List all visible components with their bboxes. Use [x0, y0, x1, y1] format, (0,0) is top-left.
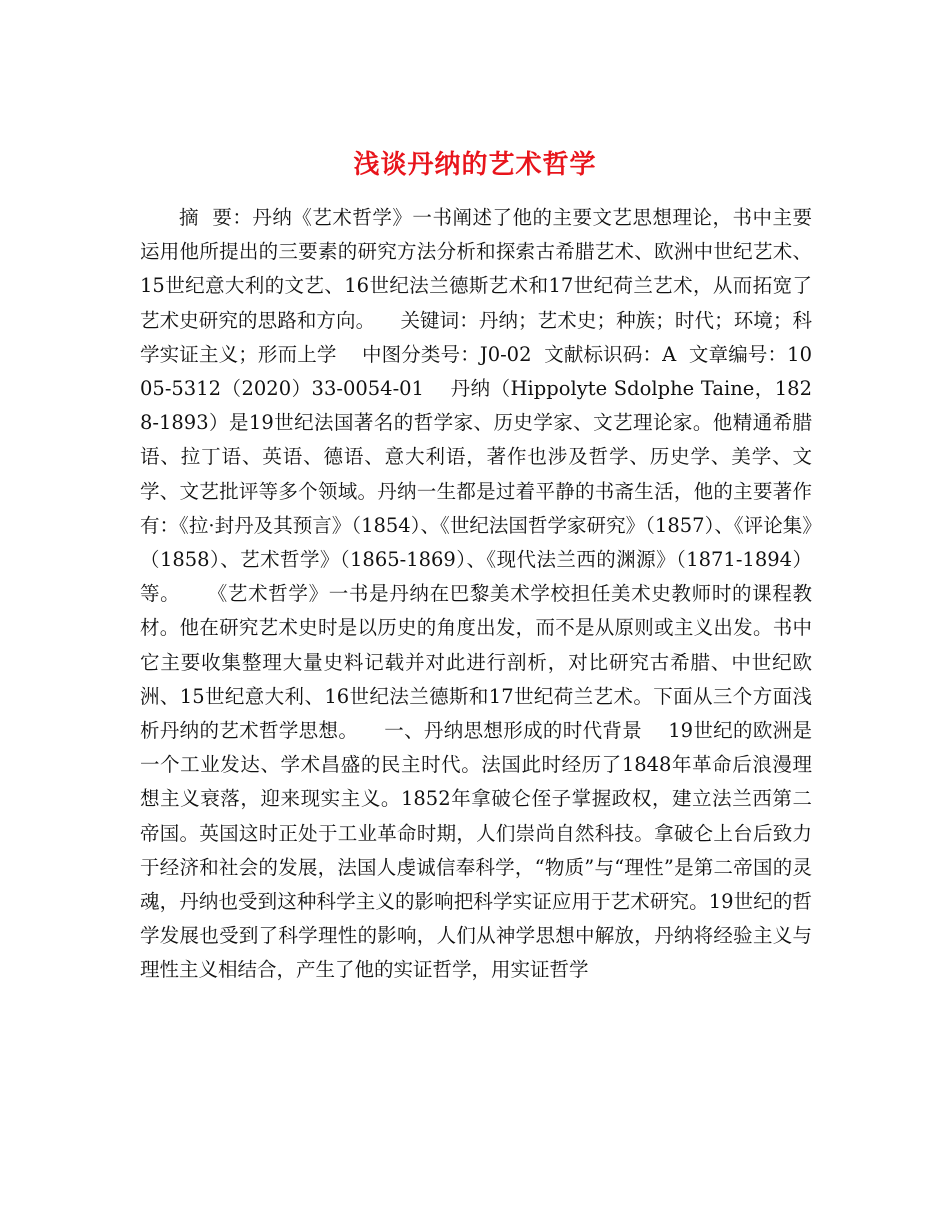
document-title: 浅谈丹纳的艺术哲学 — [353, 150, 597, 181]
document-body-text: 摘 要：丹纳《艺术哲学》一书阐述了他的主要文艺思想理论，书中主要运用他所提出的三要素的研究方法分析和探索古希腊艺术、欧洲中世纪艺术、15世纪意大利的文艺、16世纪法兰德斯艺术和17世纪荷兰艺术，从而拓宽了艺术史研究的思路和方向。 关键词：丹纳；艺术史；种族；时代；环境；科学实证主义；形而上学 中图分类号：J0-02 文献标识码：A 文章编号：1005-5312（2020）33-0054-01 丹纳（Hippolyte Sdolphe Taine，1828-1893）是19世纪法国著名的哲学家、历史学家、文艺理论家。他精通希腊语、拉丁语、英语、德语、意大利语，著作也涉及哲学、历史学、美学、文学、文艺批评等多个领域。丹纳一生都是过着平静的书斋生活，他的主要著作有：《拉·封丹及其预言》（1854）、《世纪法国哲学家研究》（1857）、《评论集》（1858）、艺术哲学》（1865-1869）、《现代法兰西的渊源》（1871-1894）等。 《艺术哲学》一书是丹纳在巴黎美术学校担任美术史教师时的课程教材。他在研究艺术史时是以历史的角度出发，而不是从原则或主义出发。书中它主要收集整理大量史料记载并对此进行剖析，对比研究古希腊、中世纪欧洲、15世纪意大利、16世纪法兰德斯和17世纪荷兰艺术。下面从三个方面浅析丹纳的艺术哲学思想。 一、丹纳思想形成的时代背景 19世纪的欧洲是一个工业发达、学术昌盛的民主时代。法国此时经历了1848年革命后浪漫理想主义衰落，迎来现实主义。1852年拿破仑侄子掌握政权，建立法兰西第二帝国。英国这时正处于工业革命时期，人们崇尚自然科技。拿破仑上台后致力于经济和社会的发展，法国人虔诚信奉科学，“物质”与“理性”是第二帝国的灵魂，丹纳也受到这种科学主义的影响把科学实证应用于艺术研究。19世纪的哲学发展也受到了科学理性的影响，人们从神学思想中解放，丹纳将经验主义与理性主义相结合，产生了他的实证哲学，用实证哲学 — [140, 206, 812, 982]
